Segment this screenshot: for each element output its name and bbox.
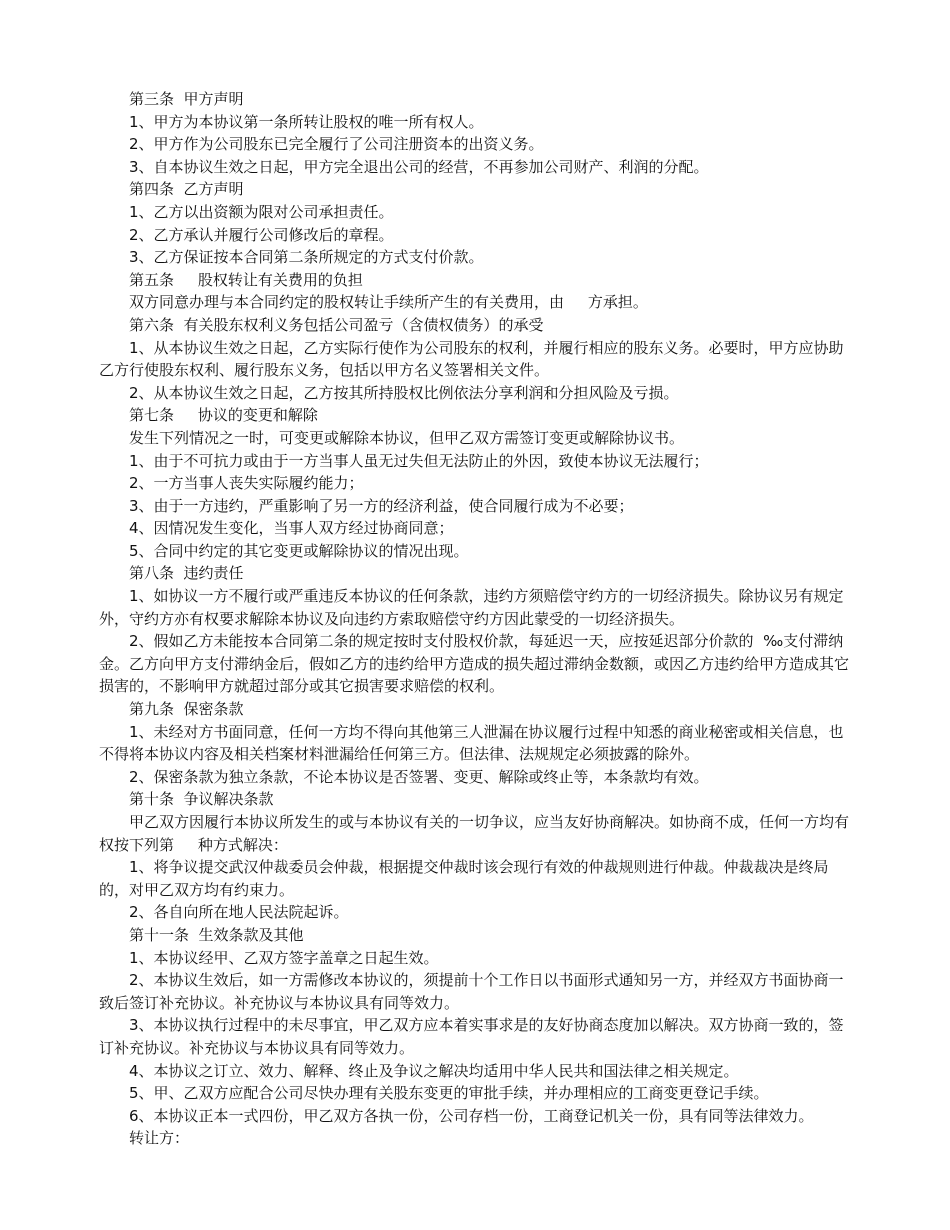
document-paragraph: 6、本协议正本一式四份，甲乙双方各执一份，公司存档一份，工商登记机关一份，具有同等法律效力。 <box>129 1106 814 1125</box>
document-paragraph: 1、从本协议生效之日起，乙方实际行使作为公司股东的权利，并履行相应的股东义务。必要时，甲方应协助乙方行使股东权利、履行股东义务，包括以甲方名义签署相关文件。 <box>99 338 844 380</box>
document-paragraph: 1、乙方以出资额为限对公司承担责任。 <box>129 202 394 221</box>
document-paragraph: 1、由于不可抗力或由于一方当事人虽无过失但无法防止的外因，致使本协议无法履行； <box>129 451 709 470</box>
document-paragraph: 发生下列情况之一时，可变更或解除本协议，但甲乙双方需签订变更或解除协议书。 <box>129 428 685 447</box>
document-paragraph: 2、本协议生效后，如一方需修改本协议的，须提前十个工作日以书面形式通知另一方，并经双方书面协商一致后签订补充协议。补充协议与本协议具有同等效力。 <box>99 971 844 1012</box>
document-paragraph: 2、保密条款为独立条款，不论本协议是否签署、变更、解除或终止等，本条款均有效。 <box>129 767 709 786</box>
document-paragraph: 1、甲方为本协议第一条所转让股权的唯一所有权人。 <box>129 112 484 131</box>
document-paragraph: 3、本协议执行过程中的未尽事宜，甲乙双方应本着实事求是的友好协商态度加以解决。双方协商一致的，签订补充协议。补充协议与本协议具有同等效力。 <box>99 1016 844 1057</box>
document-paragraph: 5、甲、乙双方应配合公司尽快办理有关股东变更的审批手续，并办理相应的工商变更登记手续。 <box>129 1084 769 1103</box>
document-paragraph: 2、假如乙方未能按本合同第二条的规定按时支付股权价款，每延迟一天，应按延迟部分价款的 ‰支付滞纳金。乙方向甲方支付滞纳金后，假如乙方的违约给甲方造成的损失超过滞纳金数额，或因乙方违约给甲方造成其它损害的，不影响甲方就超过部分或其它损害要求赔偿的权利。 <box>99 632 850 696</box>
document-paragraph: 1、本协议经甲、乙双方签字盖章之日起生效。 <box>129 948 439 967</box>
document-paragraph: 1、未经对方书面同意，任何一方均不得向其他第三人泄漏在协议履行过程中知悉的商业秘密或相关信息，也不得将本协议内容及相关档案材料泄漏给任何第三方。但法律、法规规定必须披露的除外。 <box>99 722 844 764</box>
document-paragraph: 双方同意办理与本合同约定的股权转让手续所产生的有关费用，由 方承担。 <box>129 293 648 312</box>
document-paragraph: 第九条 保密条款 <box>129 700 244 719</box>
document-paragraph: 4、本协议之订立、效力、解释、终止及争议之解决均适用中华人民共和国法律之相关规定。 <box>129 1061 739 1080</box>
document-paragraph: 第四条 乙方声明 <box>129 180 244 199</box>
document-paragraph: 转让方： <box>129 1129 190 1148</box>
document-paragraph: 第十条 争议解决条款 <box>129 790 274 809</box>
document-paragraph: 1、如协议一方不履行或严重违反本协议的任何条款，违约方须赔偿守约方的一切经济损失。除协议另有规定外，守约方亦有权要求解除本协议及向违约方索取赔偿守约方因此蒙受的一切经济损失。 <box>99 587 844 628</box>
document-paragraph: 2、乙方承认并履行公司修改后的章程。 <box>129 225 394 244</box>
document-paragraph: 第八条 违约责任 <box>129 564 244 583</box>
document-paragraph: 2、各自向所在地人民法院起诉。 <box>129 903 349 922</box>
document-paragraph: 第七条 协议的变更和解除 <box>129 406 318 425</box>
document-paragraph: 第十一条 生效条款及其他 <box>129 925 304 944</box>
document-paragraph: 2、甲方作为公司股东已完全履行了公司注册资本的出资义务。 <box>129 135 544 154</box>
document-paragraph: 1、将争议提交武汉仲裁委员会仲裁，根据提交仲裁时该会现行有效的仲裁规则进行仲裁。仲裁裁决是终局的，对甲乙双方均有约束力。 <box>99 858 829 899</box>
document-paragraph: 3、由于一方违约，严重影响了另一方的经济利益，使合同履行成为不必要； <box>129 496 634 515</box>
document-paragraph: 5、合同中约定的其它变更或解除协议的情况出现。 <box>129 541 469 560</box>
document-paragraph: 3、乙方保证按本合同第二条所规定的方式支付价款。 <box>129 248 484 267</box>
document-paragraph: 3、自本协议生效之日起，甲方完全退出公司的经营，不再参加公司财产、利润的分配。 <box>129 157 709 176</box>
document-paragraph: 第五条 股权转让有关费用的负担 <box>129 270 363 289</box>
document-body <box>99 88 855 1150</box>
document-paragraph: 2、从本协议生效之日起，乙方按其所持股权比例依法分享利润和分担风险及亏损。 <box>129 383 679 402</box>
document-paragraph: 甲乙双方因履行本协议所发生的或与本协议有关的一切争议，应当友好协商解决。如协商不成，任何一方均有权按下列第 种方式解决： <box>99 813 850 854</box>
document-paragraph: 2、一方当事人丧失实际履约能力； <box>129 474 364 493</box>
document-paragraph: 第三条 甲方声明 <box>129 90 244 108</box>
document-paragraph: 第六条 有关股东权利义务包括公司盈亏（含债权债务）的承受 <box>129 315 544 334</box>
document-paragraph: 4、因情况发生变化，当事人双方经过协商同意； <box>129 519 454 538</box>
